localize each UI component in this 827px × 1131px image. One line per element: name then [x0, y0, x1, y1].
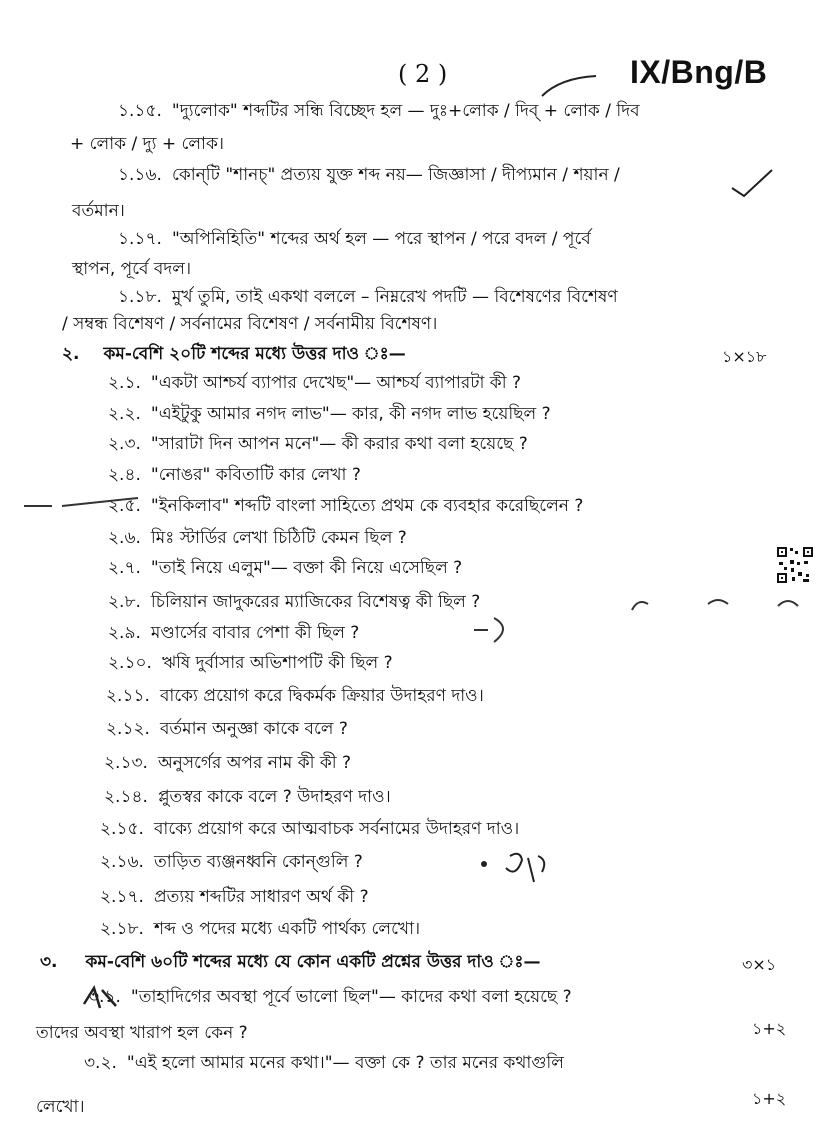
question-text: "অপিনিহিতি" শব্দের অর্থ হল — পরে স্থাপন / পরে বদল / পূর্বে: [171, 229, 591, 249]
question-2-9: [108, 622, 359, 644]
question-number: ২.৮.: [108, 592, 141, 612]
question-text: "এই হলো আমার মনের কথা।"— বক্তা কে ? তার মনের কথাগুলি: [126, 1053, 564, 1073]
question-1-16: [118, 164, 620, 186]
question-number: ২.৩.: [108, 434, 141, 454]
question-3-2-cont: লেখো।: [36, 1097, 85, 1117]
question-1-17-cont: স্থাপন, পূর্বে বদল।: [72, 259, 192, 279]
section-instruction: কম-বেশি ৬০টি শব্দের মধ্যে যে কোন একটি প্রশ্নের উত্তর দাও ঃ—: [85, 952, 541, 972]
question-number: ২.১.: [108, 373, 141, 393]
question-number: ২.৪.: [108, 465, 141, 485]
question-text: "নোঙর" কবিতাটি কার লেখা ?: [150, 465, 361, 485]
question-number: ২.৬.: [108, 528, 141, 548]
question-number: ২.৫.: [108, 496, 141, 516]
question-2-5: [108, 495, 583, 517]
handwritten-scribble-icon: [472, 616, 522, 646]
question-text: চিলিয়ান জাদুকরের ম্যাজিকের বিশেষত্ব কী ছিল ?: [150, 592, 481, 612]
question-text: বর্তমান অনুজ্ঞা কাকে বলে ?: [159, 719, 348, 739]
question-text: মণ্ডার্সের বাবার পেশা কী ছিল ?: [150, 623, 360, 643]
handwritten-number-icon: [80, 984, 120, 1014]
question-number: ১.১৬.: [118, 165, 162, 185]
question-number: ২.১৭.: [100, 887, 144, 907]
section-3-marks: ৩×১: [742, 955, 777, 974]
question-text: বাক্যে প্রয়োগ করে আত্মবাচক সর্বনামের উদাহরণ দাও।: [153, 819, 520, 839]
question-3-2-marks: ১+২: [752, 1089, 787, 1108]
question-number: ২.৭.: [108, 558, 141, 578]
question-1-18-cont: / সম্বন্ধ বিশেষণ / সর্বনামের বিশেষণ / সর্বনামীয় বিশেষণ।: [62, 314, 438, 334]
question-2-2: [108, 403, 551, 425]
section-3-heading: [40, 951, 541, 973]
section-number: ২.: [62, 344, 80, 364]
question-2-16: [100, 851, 363, 873]
question-text: "ইনকিলাব" শব্দটি বাংলা সাহিত্যে প্রথম কে ব্যবহার করেছিলেন ?: [150, 496, 584, 516]
question-number: ২.১১.: [106, 686, 150, 706]
question-2-1: [108, 372, 521, 394]
question-text: মুর্খ তুমি, তাই একথা বললে – নিম্নরেখ পদটি — বিশেষণের বিশেষণ: [171, 287, 618, 307]
question-1-15-cont: + লোক / দ্যু + লোক।: [70, 134, 224, 154]
question-1-16-cont: বর্তমান।: [72, 201, 125, 221]
question-number: ২.১২.: [106, 719, 150, 739]
question-2-12: [106, 718, 348, 740]
handwritten-stroke-icon: [22, 494, 142, 514]
qr-code-icon: [776, 546, 814, 584]
question-2-10: [108, 652, 393, 674]
question-number: ২.২.: [108, 404, 141, 424]
question-text: "একটা আশ্চর্য ব্যাপার দেখেছ"— আশ্চর্য ব্যাপারটা কী ?: [150, 373, 521, 393]
question-text: শব্দ ও পদের মধ্যে একটি পার্থক্য লেখো।: [153, 919, 421, 939]
question-number: ১.১৭.: [118, 229, 162, 249]
question-text: অনুসর্গের অপর নাম কী কী ?: [157, 753, 352, 773]
question-2-18: [100, 918, 420, 940]
question-text: প্লুতস্বর কাকে বলে ? উদাহরণ দাও।: [157, 787, 391, 807]
question-text: বাক্যে প্রয়োগ করে দ্বিকর্মক ক্রিয়ার উদাহরণ দাও।: [159, 686, 484, 706]
question-2-15: [100, 818, 519, 840]
question-1-18: [118, 286, 618, 308]
question-text: "সারাটা দিন আপন মনে"— কী করার কথা বলা হয়েছে ?: [150, 434, 528, 454]
question-text: "তাহাদিগের অবস্থা পূর্বে ভালো ছিল"— কাদের কথা বলা হয়েছে ?: [130, 987, 572, 1007]
question-2-13: [104, 752, 351, 774]
paper-code: IX/Bng/B: [630, 54, 768, 90]
section-instruction: কম-বেশি ২০টি শব্দের মধ্যে উত্তর দাও ঃ—: [103, 344, 406, 364]
handwritten-mark-icon: [540, 74, 600, 104]
question-text: তাড়িত ব্যঞ্জনধ্বনি কোন্‌গুলি ?: [153, 852, 363, 872]
question-number: ২.৯.: [108, 623, 141, 643]
question-2-4: [108, 464, 361, 486]
question-number: ১.১৫.: [118, 101, 162, 121]
section-2-heading: [62, 343, 406, 365]
question-3-1-marks: ১+২: [752, 1019, 787, 1038]
question-text: প্রত্যয় শব্দটির সাধারণ অর্থ কী ?: [153, 887, 369, 907]
page-number: ( 2 ): [398, 60, 448, 88]
question-2-7: [108, 557, 462, 579]
question-number: ২.১৮.: [100, 919, 144, 939]
handwritten-scribble-icon: [476, 848, 556, 888]
question-2-3: [108, 433, 528, 455]
question-text: ঋষি দুর্বাসার অভিশাপটি কী ছিল ?: [161, 653, 393, 673]
question-text: "তাই নিয়ে এলুম"— বক্তা কী নিয়ে এসেছিল ?: [150, 558, 463, 578]
question-number: ৩.২.: [84, 1053, 117, 1073]
question-text: "এইটুকু আমার নগদ লাভ"— কার, কী নগদ লাভ হয়েছিল ?: [150, 404, 551, 424]
handwritten-scribble-icon: [628, 594, 818, 620]
question-2-14: [104, 786, 391, 808]
question-number: ১.১৮.: [118, 287, 162, 307]
section-number: ৩.: [40, 952, 58, 972]
question-3-1-cont: তাদের অবস্থা খারাপ হল কেন ?: [36, 1023, 248, 1043]
checkmark-icon: [730, 168, 774, 198]
question-2-11: [106, 685, 484, 707]
section-2-marks: ১×১৮: [722, 347, 767, 366]
question-number: ২.১৬.: [100, 852, 144, 872]
question-2-17: [100, 886, 369, 908]
question-1-17: [118, 228, 591, 250]
question-number: ২.১৪.: [104, 787, 148, 807]
question-number: ৩.১.: [88, 987, 121, 1007]
question-number: ২.১৫.: [100, 819, 144, 839]
question-text: কোন্‌টি "শানচ্" প্রত্যয় যুক্ত শব্দ নয়— জিজ্ঞাসা / দীপ্যমান / শয়ান /: [171, 165, 620, 185]
question-number: ২.১০.: [108, 653, 152, 673]
question-2-6: [108, 527, 407, 549]
question-text: মিঃ স্টার্ডির লেখা চিঠিটি কেমন ছিল ?: [150, 528, 407, 548]
question-3-1: [88, 986, 572, 1008]
question-text: "দ্যুলোক" শব্দটির সন্ধি বিচ্ছেদ হল — দুঃ+লোক / দিব্‌ + লোক / দিব: [171, 101, 640, 121]
question-number: ২.১৩.: [104, 753, 148, 773]
question-2-8: [108, 591, 480, 613]
question-3-2: [84, 1052, 564, 1074]
